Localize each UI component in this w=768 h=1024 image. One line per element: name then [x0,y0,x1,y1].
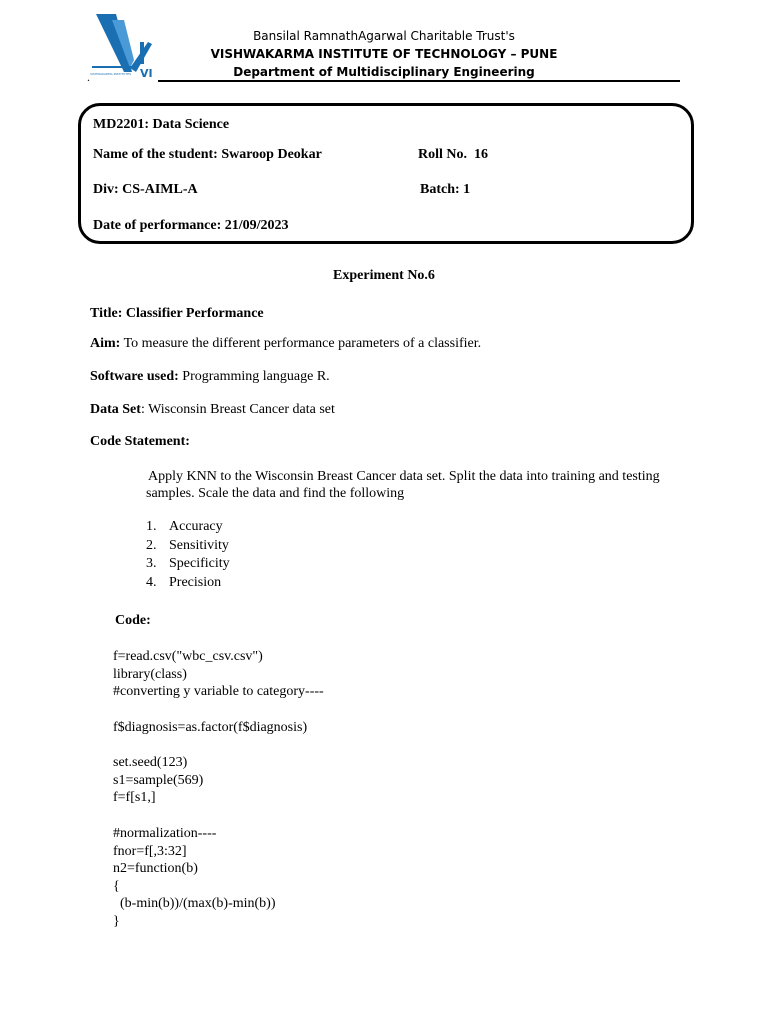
experiment-number: Experiment No.6 [333,268,435,283]
code-block-read: f=read.csv("wbc_csv.csv") library(class) #converting y variable to category---- [113,649,324,700]
code-block-sample: set.seed(123) s1=sample(569) f=f[s1,] [113,755,204,806]
course-code: MD2201: Data Science [93,117,230,132]
institute-name: VISHWAKARMA INSTITUTE OF TECHNOLOGY – PUNE [210,47,558,61]
performance-date: Date of performance: 21/09/2023 [93,218,289,233]
institute-logo [90,12,160,82]
experiment-title: Title: Classifier Performance [90,306,264,321]
code-label: Code: [115,613,151,628]
batch: Batch: 1 [420,182,471,197]
aim-label: Aim: [90,336,121,351]
list-item: 2. Sensitivity [146,537,229,553]
aim [90,336,481,352]
student-name: Name of the student: Swaroop Deokar [93,147,322,162]
header-rule [158,80,680,82]
software-label: Software used: [90,369,179,384]
code-block-normalize: #normalization---- fnor=f[,3:32] n2=function(b) { (b-min(b))/(max(b)-min(b)) } [113,826,276,929]
dataset-label: Data Set [90,402,141,417]
list-item: 3. Specificity [146,556,230,571]
department-name: Department of Multidisciplinary Engineering [233,65,535,79]
list-item: 4. Precision [146,574,222,590]
statement-line-1: Apply KNN to the Wisconsin Breast Cancer data set. Split the data into training and testing [148,469,660,484]
software-text: Programming language R. [178,369,330,384]
statement-line-2: samples. Scale the data and find the following [146,486,405,501]
software-used [90,369,330,385]
logo-small-text: VISHWAKARMA INSTITUTES [90,72,132,76]
list-item: 1. Accuracy [146,519,223,534]
code-statement-label: Code Statement: [90,434,190,449]
dataset-text: : Wisconsin Breast Cancer data set [140,402,335,417]
code-block-factor: f$diagnosis=as.factor(f$diagnosis) [113,720,308,735]
data-set [90,402,335,418]
aim-text: To measure the different performance parameters of a classifier. [120,336,482,351]
trust-name: Bansilal RamnathAgarwal Charitable Trust's [253,29,515,43]
division: Div: CS-AIML-A [93,182,198,197]
header-dot: . [87,70,90,84]
metrics-list [146,518,230,592]
roll-number: Roll No. 16 [418,147,488,162]
logo-text: VI [140,67,153,80]
